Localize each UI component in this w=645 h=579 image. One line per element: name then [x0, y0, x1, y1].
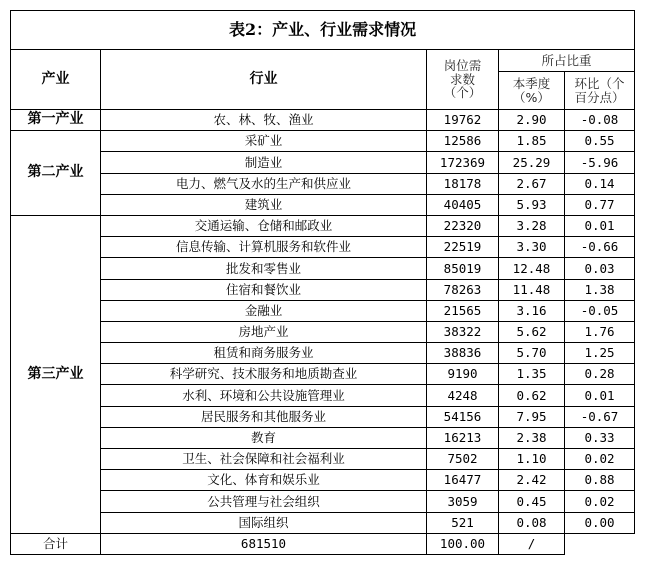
table-row [11, 512, 635, 533]
demand-cell: 9190 [427, 364, 499, 385]
share-cell: 5.70 [499, 343, 565, 364]
total-label: 合计 [11, 533, 101, 554]
sector-cell: 批发和零售业 [101, 258, 427, 279]
change-cell: 0.88 [565, 470, 635, 491]
change-cell: 0.14 [565, 173, 635, 194]
change-cell: -5.96 [565, 152, 635, 173]
change-cell: 0.33 [565, 427, 635, 448]
share-cell: 0.08 [499, 512, 565, 533]
table-row [11, 173, 635, 194]
change-cell: 0.01 [565, 385, 635, 406]
table-row [11, 427, 635, 448]
table-row [11, 300, 635, 321]
header-demand [427, 50, 499, 110]
sector-cell: 采矿业 [101, 131, 427, 152]
change-cell: 1.76 [565, 321, 635, 342]
share-cell: 11.48 [499, 279, 565, 300]
table-row [11, 449, 635, 470]
share-cell: 2.90 [499, 110, 565, 131]
table-row [11, 279, 635, 300]
demand-cell: 54156 [427, 406, 499, 427]
sector-cell: 信息传输、计算机服务和软件业 [101, 237, 427, 258]
document-page [10, 10, 634, 555]
demand-cell: 38836 [427, 343, 499, 364]
sector-cell: 居民服务和其他服务业 [101, 406, 427, 427]
header-change [565, 72, 635, 110]
demand-cell: 4248 [427, 385, 499, 406]
share-cell: 5.62 [499, 321, 565, 342]
sector-cell: 科学研究、技术服务和地质勘查业 [101, 364, 427, 385]
header-share: 所占比重 [499, 50, 635, 72]
demand-cell: 38322 [427, 321, 499, 342]
table-title: 表2：产业、行业需求情况 [11, 11, 635, 50]
sector-cell: 农、林、牧、渔业 [101, 110, 427, 131]
change-cell: -0.08 [565, 110, 635, 131]
table-row-total [11, 533, 635, 554]
share-cell: 25.29 [499, 152, 565, 173]
industry-demand-table [10, 10, 635, 555]
sector-cell: 文化、体育和娱乐业 [101, 470, 427, 491]
share-cell: 0.45 [499, 491, 565, 512]
demand-cell: 19762 [427, 110, 499, 131]
group-primary: 第一产业 [11, 110, 101, 131]
sector-cell: 房地产业 [101, 321, 427, 342]
share-cell: 3.28 [499, 215, 565, 236]
share-cell: 0.62 [499, 385, 565, 406]
header-industry: 产业 [11, 50, 101, 110]
change-cell: 0.03 [565, 258, 635, 279]
table-row [11, 385, 635, 406]
group-secondary: 第二产业 [11, 131, 101, 216]
demand-cell: 22519 [427, 237, 499, 258]
change-cell: -0.05 [565, 300, 635, 321]
header-demand-line1: 岗位需 [443, 57, 482, 73]
header-quarter [499, 72, 565, 110]
header-sector: 行业 [101, 50, 427, 110]
table-row [11, 258, 635, 279]
table-row [11, 215, 635, 236]
header-quarter-line1: 本季度 [512, 75, 551, 91]
demand-cell: 12586 [427, 131, 499, 152]
change-cell: 0.77 [565, 194, 635, 215]
sector-cell: 卫生、社会保障和社会福利业 [101, 449, 427, 470]
sector-cell: 租赁和商务服务业 [101, 343, 427, 364]
change-cell: -0.67 [565, 406, 635, 427]
demand-cell: 40405 [427, 194, 499, 215]
demand-cell: 78263 [427, 279, 499, 300]
share-cell: 2.38 [499, 427, 565, 448]
header-change-line1: 环比（个 [574, 75, 625, 91]
change-cell: 0.02 [565, 491, 635, 512]
sector-cell: 制造业 [101, 152, 427, 173]
demand-cell: 521 [427, 512, 499, 533]
change-cell: 0.00 [565, 512, 635, 533]
share-cell: 2.42 [499, 470, 565, 491]
sector-cell: 建筑业 [101, 194, 427, 215]
change-cell: -0.66 [565, 237, 635, 258]
sector-cell: 住宿和餐饮业 [101, 279, 427, 300]
header-demand-line3: （个） [443, 85, 482, 101]
total-share: 100.00 [427, 533, 499, 554]
share-cell: 1.85 [499, 131, 565, 152]
demand-cell: 7502 [427, 449, 499, 470]
share-cell: 1.10 [499, 449, 565, 470]
share-cell: 3.30 [499, 237, 565, 258]
change-cell: 1.38 [565, 279, 635, 300]
total-demand: 681510 [101, 533, 427, 554]
header-change-line2: 百分点） [574, 89, 625, 105]
header-demand-line2: 求数 [449, 71, 475, 87]
share-cell: 1.35 [499, 364, 565, 385]
sector-cell: 国际组织 [101, 512, 427, 533]
table-row [11, 194, 635, 215]
demand-cell: 22320 [427, 215, 499, 236]
table-row [11, 470, 635, 491]
sector-cell: 电力、燃气及水的生产和供应业 [101, 173, 427, 194]
table-row [11, 237, 635, 258]
share-cell: 2.67 [499, 173, 565, 194]
share-cell: 12.48 [499, 258, 565, 279]
total-change: / [499, 533, 565, 554]
sector-cell: 交通运输、仓储和邮政业 [101, 215, 427, 236]
demand-cell: 18178 [427, 173, 499, 194]
change-cell: 0.55 [565, 131, 635, 152]
share-cell: 7.95 [499, 406, 565, 427]
change-cell: 1.25 [565, 343, 635, 364]
table-row [11, 491, 635, 512]
change-cell: 0.02 [565, 449, 635, 470]
demand-cell: 85019 [427, 258, 499, 279]
table-row [11, 364, 635, 385]
change-cell: 0.01 [565, 215, 635, 236]
table-row [11, 110, 635, 131]
demand-cell: 21565 [427, 300, 499, 321]
table-row [11, 406, 635, 427]
demand-cell: 16213 [427, 427, 499, 448]
sector-cell: 水利、环境和公共设施管理业 [101, 385, 427, 406]
change-cell: 0.28 [565, 364, 635, 385]
demand-cell: 3059 [427, 491, 499, 512]
sector-cell: 金融业 [101, 300, 427, 321]
table-row [11, 131, 635, 152]
table-row [11, 343, 635, 364]
table-row [11, 152, 635, 173]
demand-cell: 16477 [427, 470, 499, 491]
demand-cell: 172369 [427, 152, 499, 173]
table-row [11, 321, 635, 342]
share-cell: 3.16 [499, 300, 565, 321]
sector-cell: 公共管理与社会组织 [101, 491, 427, 512]
share-cell: 5.93 [499, 194, 565, 215]
header-quarter-line2: （%） [513, 89, 550, 105]
group-tertiary: 第三产业 [11, 215, 101, 533]
sector-cell: 教育 [101, 427, 427, 448]
